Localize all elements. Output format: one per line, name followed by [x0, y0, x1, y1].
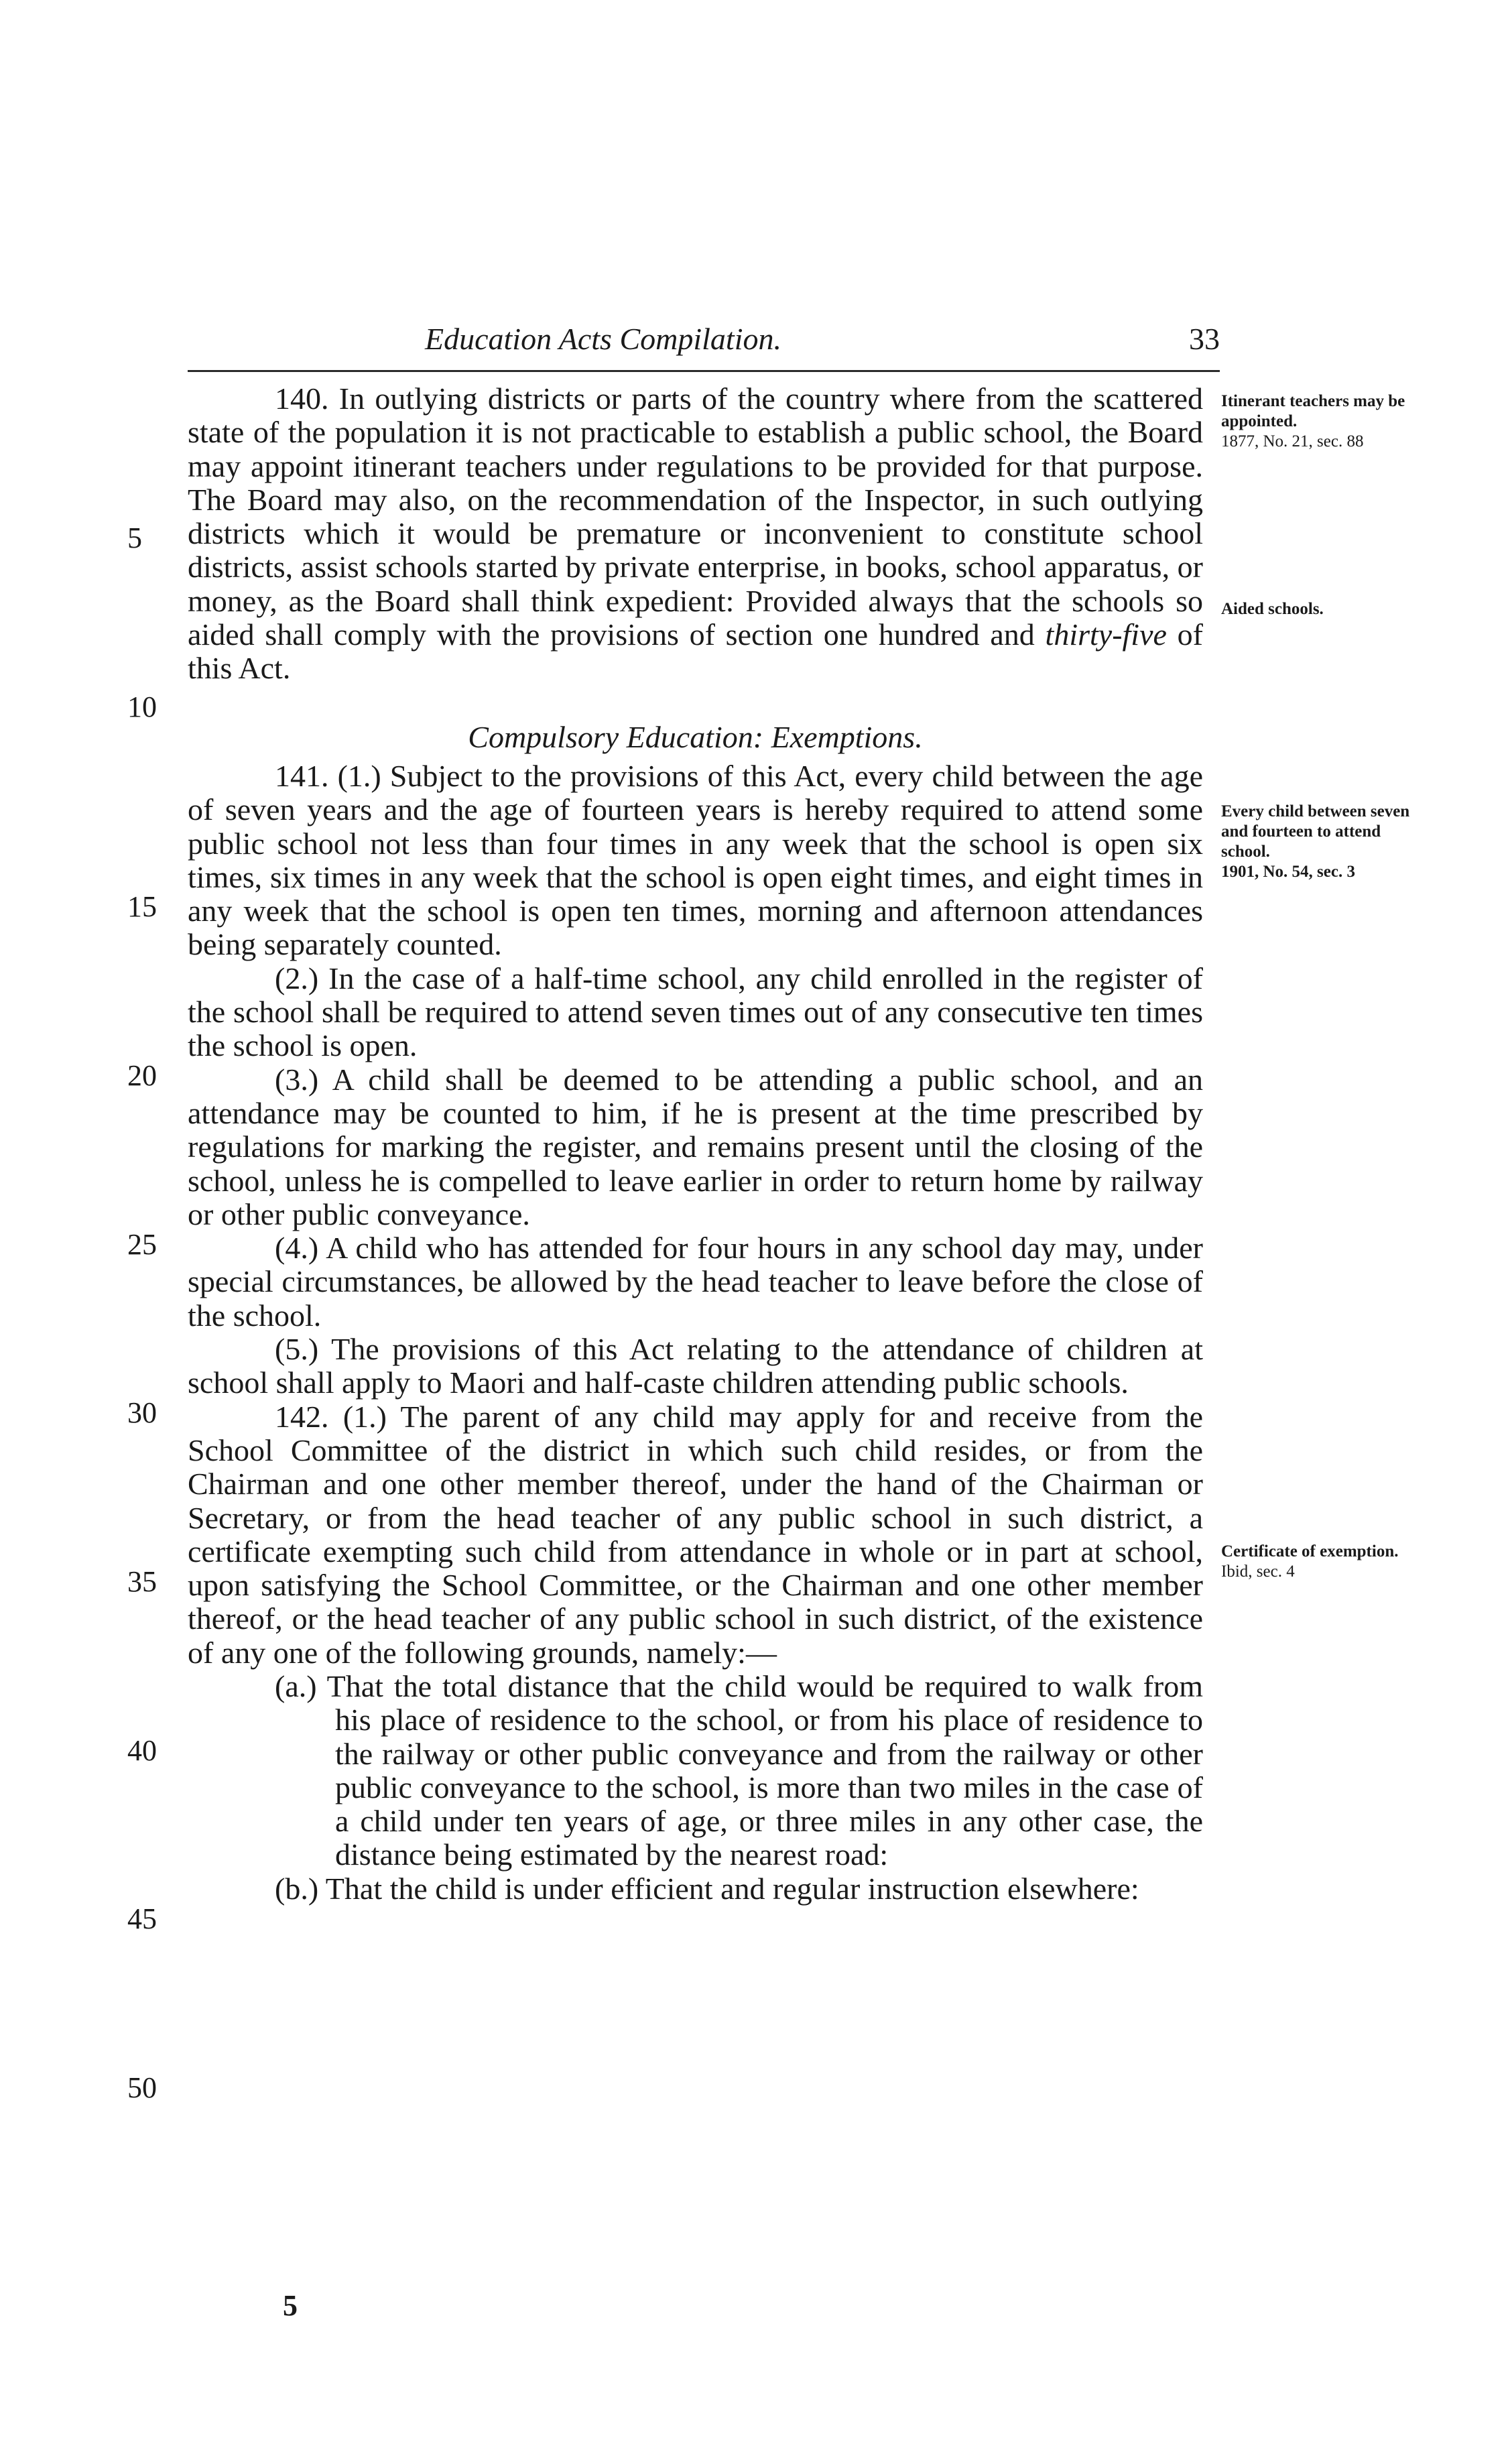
line-number-45: 45 [127, 1902, 157, 1935]
signature-mark: 5 [283, 2289, 298, 2322]
section-141-1: 141. (1.) Subject to the provisions of this Act, every child between the age of seven years and the age of fourteen years is hereby required to attend some public school not less than four times in any week that the school is open six times, six times in any week that the school is open eight times, and eight times in any week that the school is open ten times, morning and afternoon attendances being separately counted. [188, 758, 1203, 962]
margin-note-itinerant-text: Itinerant teachers may be appointed. [1221, 392, 1405, 430]
header-rule [188, 370, 1220, 372]
section-141-2: (2.) In the case of a half-time school, any child enrolled in the register of the school shall be required to attend seven times out of any consecutive ten times the school is open. [188, 961, 1203, 1063]
margin-note-itinerant [1221, 391, 1422, 452]
section-140-italic: thirty-five [1045, 617, 1167, 652]
section-142-b: (b.) That the child is under efficient and regular instruction elsewhere: [275, 1871, 1139, 1906]
margin-note-every-child [1221, 802, 1422, 882]
section-141-5: (5.) The provisions of this Act relating to the attendance of children at school shall apply to Maori and half-caste children attending public schools. [188, 1332, 1203, 1400]
section-141-4: (4.) A child who has attended for four hours in any school day may, under special circumstances, be allowed by the head teacher to leave before the close of the school. [188, 1231, 1203, 1333]
margin-note-every-child-text: Every child between seven and fourteen to attend school. [1221, 802, 1410, 861]
line-number-50: 50 [127, 2071, 157, 2104]
margin-note-certificate [1221, 1542, 1422, 1582]
section-142-1: 142. (1.) The parent of any child may apply for and receive from the School Committee of the district in which such child resides, or from the Chairman and one other member thereof, under the hand of the Chairman or Secretary, or from the head teacher of any public school in such district, a certificate exempting such child from attendance in whole or in part at school, upon satisfying the School Committee, or the Chairman and one other member thereof, or the head teacher of any public school in such district, of the existence of any one of the following grounds, namely:— [188, 1399, 1203, 1670]
line-number-40: 40 [127, 1734, 157, 1767]
margin-note-every-child-ref: 1901, No. 54, sec. 3 [1221, 863, 1355, 881]
line-number-10: 10 [127, 690, 157, 723]
margin-note-certificate-text: Certificate of exemption. [1221, 1542, 1399, 1560]
margin-note-certificate-ref: Ibid, sec. 4 [1221, 1562, 1295, 1581]
line-number-15: 15 [127, 890, 157, 923]
page-number: 33 [1189, 322, 1220, 356]
section-140-text-b: of this Act. [188, 617, 1203, 686]
line-number-5: 5 [127, 522, 142, 554]
margin-note-aided: Aided schools. [1221, 600, 1324, 618]
section-142-a: (a.) That the total distance that the child would be required to walk from his place of residence to the school, or from his place of residence to the railway or other public conveyance and from the railway or other public conveyance to the school, is more than two miles in the case of a child under ten years of age, or three miles in any other case, the distance being estimated by the nearest road: [275, 1668, 1203, 1872]
margin-note-itinerant-ref: 1877, No. 21, sec. 88 [1221, 432, 1364, 450]
section-heading: Compulsory Education: Exemptions. [468, 719, 923, 754]
line-number-20: 20 [127, 1059, 157, 1092]
section-140-text-a: 140. In outlying districts or parts of the country where from the scattered state of the population it is not practicable to establish a public school, the Board may appoint itinerant teachers under regulations to be provided for that purpose. The Board may also, on the recommendation of the Inspector, in such outlying districts which it would be premature or inconvenient to constitute school districts, assist schools started by private enterprise, in books, school apparatus, or money, as the Board shall think expedient: Provided always that the schools so aided shall comply with the provisions of section one hundred and [188, 381, 1203, 652]
body-text [188, 382, 1203, 1906]
line-number-25: 25 [127, 1228, 157, 1261]
running-header-title: Education Acts Compilation. [425, 322, 781, 356]
section-141-3: (3.) A child shall be deemed to be attending a public school, and an attendance may be counted to him, if he is present at the time prescribed by regulations for marking the register, and remains present until the closing of the school, unless he is compelled to leave earlier in order to return home by railway or other public conveyance. [188, 1062, 1203, 1231]
line-number-30: 30 [127, 1396, 157, 1429]
section-140 [188, 382, 1203, 686]
line-number-35: 35 [127, 1565, 157, 1598]
